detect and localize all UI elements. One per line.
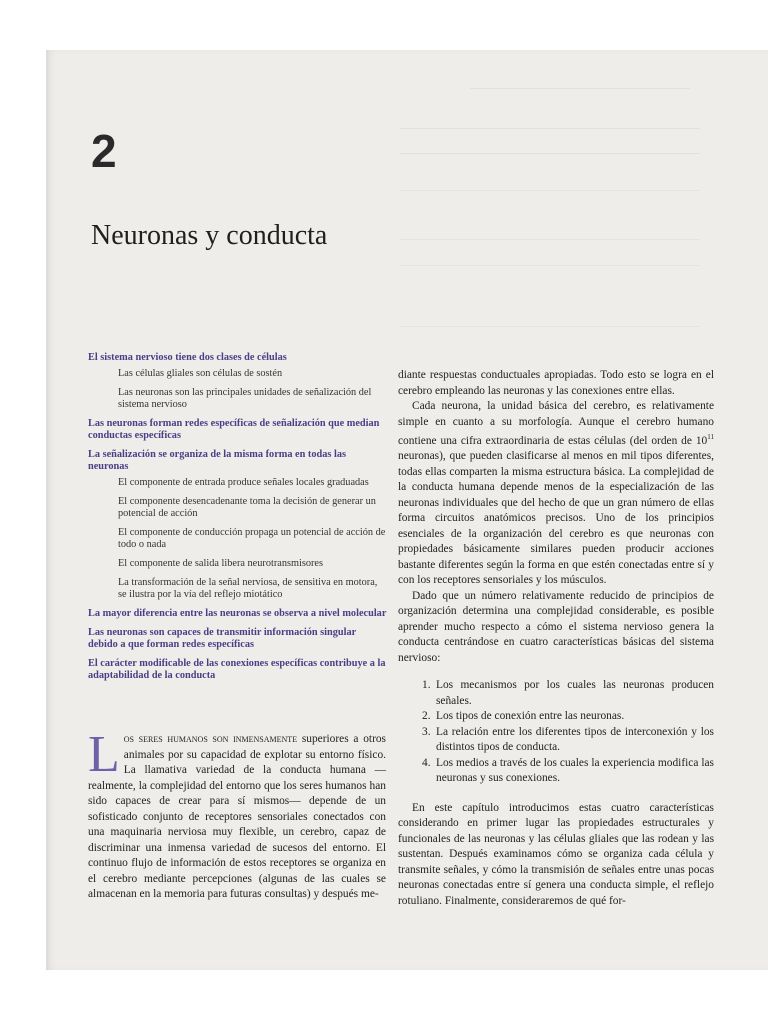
exponent: 11 [707,433,714,441]
numbered-list [398,678,714,787]
bleed-through-text [470,88,690,99]
bleed-through-text [400,190,700,240]
outline-subsections [88,477,388,601]
outline-subheading: El componente de salida libera neurotransmisores [118,558,324,569]
outline-subheading: Las neuronas son las principales unidades de señalización del sistema nervioso [118,387,372,410]
paragraph: diante respuestas conductuales apropiadas. Todo esto se logra en el cerebro empleando las neuronas y las conexiones entre ellas. [398,369,714,397]
outline-heading: El carácter modificable de las conexiones específicas contribuye a la adaptabilidad de la conducta [88,658,386,681]
paragraph: En este capítulo introducimos estas cuatro características considerando en primer lugar las propiedades estructurales y funcionales de las neuronas y las células gliales que las rodean y las sustentan. Después examinamos cómo se organiza cada célula y transmite señales, y cómo la transmisión de señales entre unas pocas neuronas conectadas entre sí genera una conducta simple, el reflejo rotuliano. Finalmente, consideraremos de qué for- [398,801,714,907]
list-item-text: Los mecanismos por los cuales las neuronas producen señales. [436,679,714,707]
bleed-through-text [400,128,700,154]
paragraph: Dado que un número relativamente reducido de principios de organización determina una complejidad considerable, es posible aprender mucho respecto a cómo el sistema nervioso genera la conducta centrándose en cuatro características básicas del sistema nervioso: [398,589,714,664]
outline-section [88,418,388,442]
chapter-number: 2 [91,125,117,177]
list-item-text: Los tipos de conexión entre las neuronas. [436,710,625,723]
outline-heading: La mayor diferencia entre las neuronas se observa a nivel molecular [88,608,387,619]
drop-cap: L [88,726,120,783]
intro-paragraph [88,726,386,903]
list-number: 1. [422,679,431,692]
paragraph-text: neuronas), que pueden clasificarse al menos en mil tipos diferentes, todas ellas comparten la misma estructura básica. La complejidad de la conducta humana depende menos de la especialización de las neuronas individuales que del hecho de que un gran número de ellas forma circuitos anatómicos precisos. Uno de los principios esenciales de la organización del cerebro es que neuronas con propiedades básicamente similares pueden producir acciones bastante diferentes según la forma en que estén conectadas entre sí y con los receptores sensoriales y los músculos. [398,450,714,587]
intro-text: superiores a otros animales por su capacidad de explotar su entorno físico. La llamativa variedad de la conducta humana —realmente, la complejidad del entorno que los seres humanos han sido capaces de crear para sí mismos— depende de un sofisticado conjunto de receptores sensoriales conectados con una maquinaria nerviosa muy flexible, un cerebro, capaz de discriminar una inmensa variedad de sucesos del entorno. El continuo flujo de información de estos receptores se organiza en el cerebro mediante percepciones (algunas de las cuales se almacenan en la memoria para futuras consultas) y después me- [88,733,386,900]
outline-heading: La señalización se organiza de la misma forma en todas las neuronas [88,449,346,472]
intro-lead-in: os seres humanos son inmensamente [123,733,298,745]
outline-subheading: La transformación de la señal nerviosa, de sensitiva en motora, se ilustra por la vía del reflejo miotático [118,577,378,600]
chapter-outline [88,352,388,689]
list-item [398,756,714,787]
outline-section [88,627,388,651]
outline-section [88,608,388,620]
outline-section [88,352,388,411]
bleed-through-text [400,265,700,327]
list-item [398,709,714,725]
list-number: 2. [422,710,431,723]
list-item [398,725,714,756]
outline-section [88,658,388,682]
list-number: 3. [422,725,431,738]
chapter-title: Neuronas y conducta [91,220,328,251]
outline-subheading: El componente de entrada produce señales locales graduadas [118,477,369,488]
list-item [398,678,714,709]
list-item-text: La relación entre los diferentes tipos de interconexión y los distintos tipos de conducta. [436,725,714,754]
outline-subheading: El componente desencadenante toma la decisión de generar un potencial de acción [118,496,376,519]
outline-subheading: Las células gliales son células de sostén [118,368,283,379]
paragraph [398,399,714,589]
right-column [398,368,714,909]
paragraph-text: Cada neurona, la unidad básica del cerebro, es relativamente simple en cuanto a su morfología. Aunque el cerebro humano contiene una cifra extraordinaria de estas células (del orden de 10 [398,400,714,447]
outline-section [88,449,388,601]
outline-heading: Las neuronas son capaces de transmitir información singular debido a que forman redes específicas [88,627,357,650]
outline-heading: Las neuronas forman redes específicas de señalización que median conductas específicas [88,418,380,441]
outline-heading: El sistema nervioso tiene dos clases de células [88,352,287,363]
outline-subsections [88,368,388,411]
list-number: 4. [422,756,431,769]
outline-subheading: El componente de conducción propaga un potencial de acción de todo o nada [118,527,386,550]
list-item-text: Los medios a través de los cuales la experiencia modifica las neuronas y sus conexiones. [436,756,714,785]
